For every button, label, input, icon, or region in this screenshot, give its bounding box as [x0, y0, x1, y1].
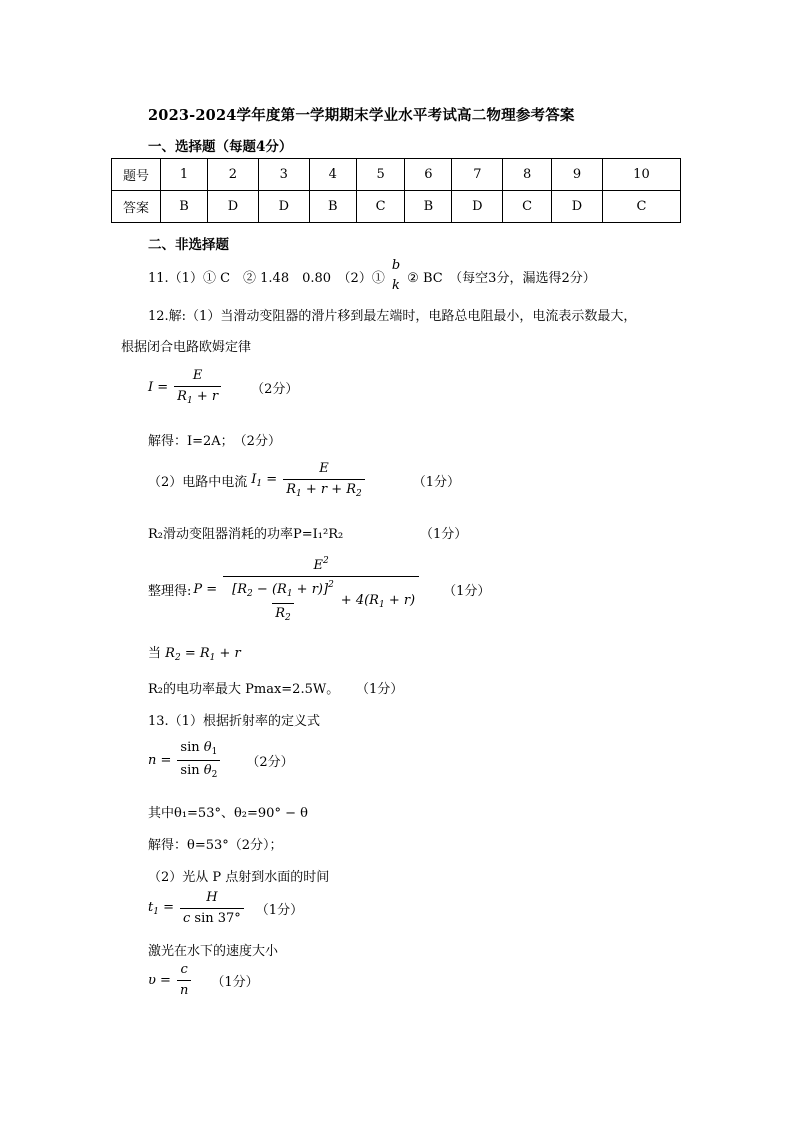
table-row-answers	[112, 191, 681, 223]
table-cell: 1	[161, 159, 208, 191]
q11-prefix: 11.（1）① C ② 1.48 0.80 （2）①	[148, 270, 385, 286]
table-cell: 9	[552, 159, 603, 191]
formula-fraction	[283, 461, 365, 501]
q11-fraction	[389, 258, 403, 295]
formula-inner-fraction	[229, 580, 337, 624]
score-text: （2分）	[246, 755, 294, 771]
formula-denominator: $\sin \theta_2$	[177, 760, 220, 781]
formula-numerator: c	[180, 962, 188, 977]
q11-answer	[148, 258, 596, 295]
formula-fraction	[177, 740, 220, 782]
q13-speed-intro: 激光在水下的速度大小	[148, 944, 279, 959]
table-cell: C	[356, 191, 405, 223]
q12-arrange	[148, 556, 490, 624]
table-cell: C	[602, 191, 680, 223]
formula-numerator: $\sin \theta_1$	[180, 740, 218, 757]
q12-when	[148, 642, 241, 663]
table-cell: B	[161, 191, 208, 223]
formula-fraction	[223, 556, 419, 624]
table-cell: 10	[602, 159, 680, 191]
score-text: （1分）	[211, 975, 259, 991]
formula-text: $R_2 = R_1 + r$	[165, 646, 241, 663]
q13-equation-n	[148, 740, 294, 782]
formula-text: + $4(R_1 + r)$	[340, 592, 416, 610]
q12-power-score: （1分）	[420, 527, 468, 542]
q12-part2-current	[148, 461, 460, 501]
q11-frac-den: k	[392, 278, 400, 294]
q13-part2: （2）光从 P 点射到水面的时间	[148, 870, 330, 885]
q12-max-line: R₂的电功率最大 Pmax=2.5W。	[148, 682, 340, 697]
score-text: （1分）	[412, 475, 461, 491]
row-label-number: 题号	[112, 159, 161, 191]
formula-text: n =	[148, 753, 172, 769]
q13-equation-v	[148, 962, 259, 1000]
q13-equation-t1	[148, 890, 303, 928]
q12-arrange-prefix: 整理得:	[148, 584, 192, 600]
table-row-numbers	[112, 159, 681, 191]
q13-result: 解得：θ=53°（2分）；	[148, 838, 283, 853]
table-cell: D	[207, 191, 258, 223]
formula-numerator: $E^2$	[313, 556, 329, 573]
page-title: 2023-2024学年度第一学期期末学业水平考试高二物理参考答案	[148, 107, 575, 124]
formula-numerator: E	[192, 368, 203, 383]
table-cell: 3	[258, 159, 309, 191]
score-text: （1分）	[443, 584, 491, 600]
q13-intro: 13.（1）根据折射率的定义式	[148, 714, 320, 729]
table-cell: 2	[207, 159, 258, 191]
answer-table	[111, 158, 681, 223]
table-cell: 6	[405, 159, 452, 191]
table-cell: 8	[503, 159, 552, 191]
table-cell: 7	[452, 159, 503, 191]
q12-intro-line2: 根据闭合电路欧姆定律	[121, 340, 252, 355]
table-cell: D	[452, 191, 503, 223]
q11-suffix: ② BC （每空3分，漏选得2分）	[407, 270, 596, 286]
q12-part2-prefix: （2）电路中电流	[148, 475, 248, 491]
formula-text: υ =	[148, 973, 171, 989]
section-heading-choice: 一、选择题（每题4分）	[148, 139, 293, 155]
formula-fraction	[177, 962, 191, 1000]
formula-denominator: n	[177, 980, 191, 999]
q12-when-prefix: 当	[148, 646, 162, 661]
formula-numerator: E	[319, 461, 329, 476]
formula-inner-numerator: $[R_2 - (R_1 + r)]^2$	[232, 580, 334, 600]
formula-denominator: $R_1 + r$	[174, 386, 221, 407]
q12-intro-line1: 12.解:（1）当滑动变阻器的滑片移到最左端时，电路总电阻最小，电流表示数最大，	[148, 309, 637, 324]
q13-where: 其中θ₁=53°、θ₂=90° − θ	[148, 806, 308, 821]
row-label-answer: 答案	[112, 191, 161, 223]
q12-max-score: （1分）	[356, 682, 404, 697]
table-cell: 5	[356, 159, 405, 191]
formula-text: $t_1$ =	[148, 900, 174, 918]
section-heading-nonchoice: 二、非选择题	[148, 237, 229, 253]
formula-denominator: $R_1 + r + R_2$	[283, 479, 365, 500]
score-text: （2分）	[251, 382, 299, 398]
score-text: （1分）	[255, 903, 304, 919]
table-cell: B	[309, 191, 356, 223]
formula-inner-denominator: $R_2$	[272, 603, 294, 624]
table-cell: D	[552, 191, 603, 223]
q12-power-line: R₂滑动变阻器消耗的功率P=I₁²R₂	[148, 527, 344, 542]
table-cell: 4	[309, 159, 356, 191]
formula-text: P =	[193, 582, 218, 598]
table-cell: B	[405, 191, 452, 223]
formula-numerator: H	[206, 890, 218, 905]
formula-text: I =	[148, 380, 169, 396]
formula-fraction	[174, 368, 221, 408]
q11-frac-num: b	[391, 258, 401, 273]
formula-denominator: c sin 37°	[180, 908, 244, 927]
q12-equation-1	[148, 368, 298, 408]
formula-fraction	[180, 890, 244, 928]
formula-denominator	[223, 576, 419, 624]
formula-text: $I_1$ =	[251, 472, 278, 490]
table-cell: D	[258, 191, 309, 223]
q12-result-1: 解得：I=2A； （2分）	[148, 434, 281, 449]
table-cell: C	[503, 191, 552, 223]
